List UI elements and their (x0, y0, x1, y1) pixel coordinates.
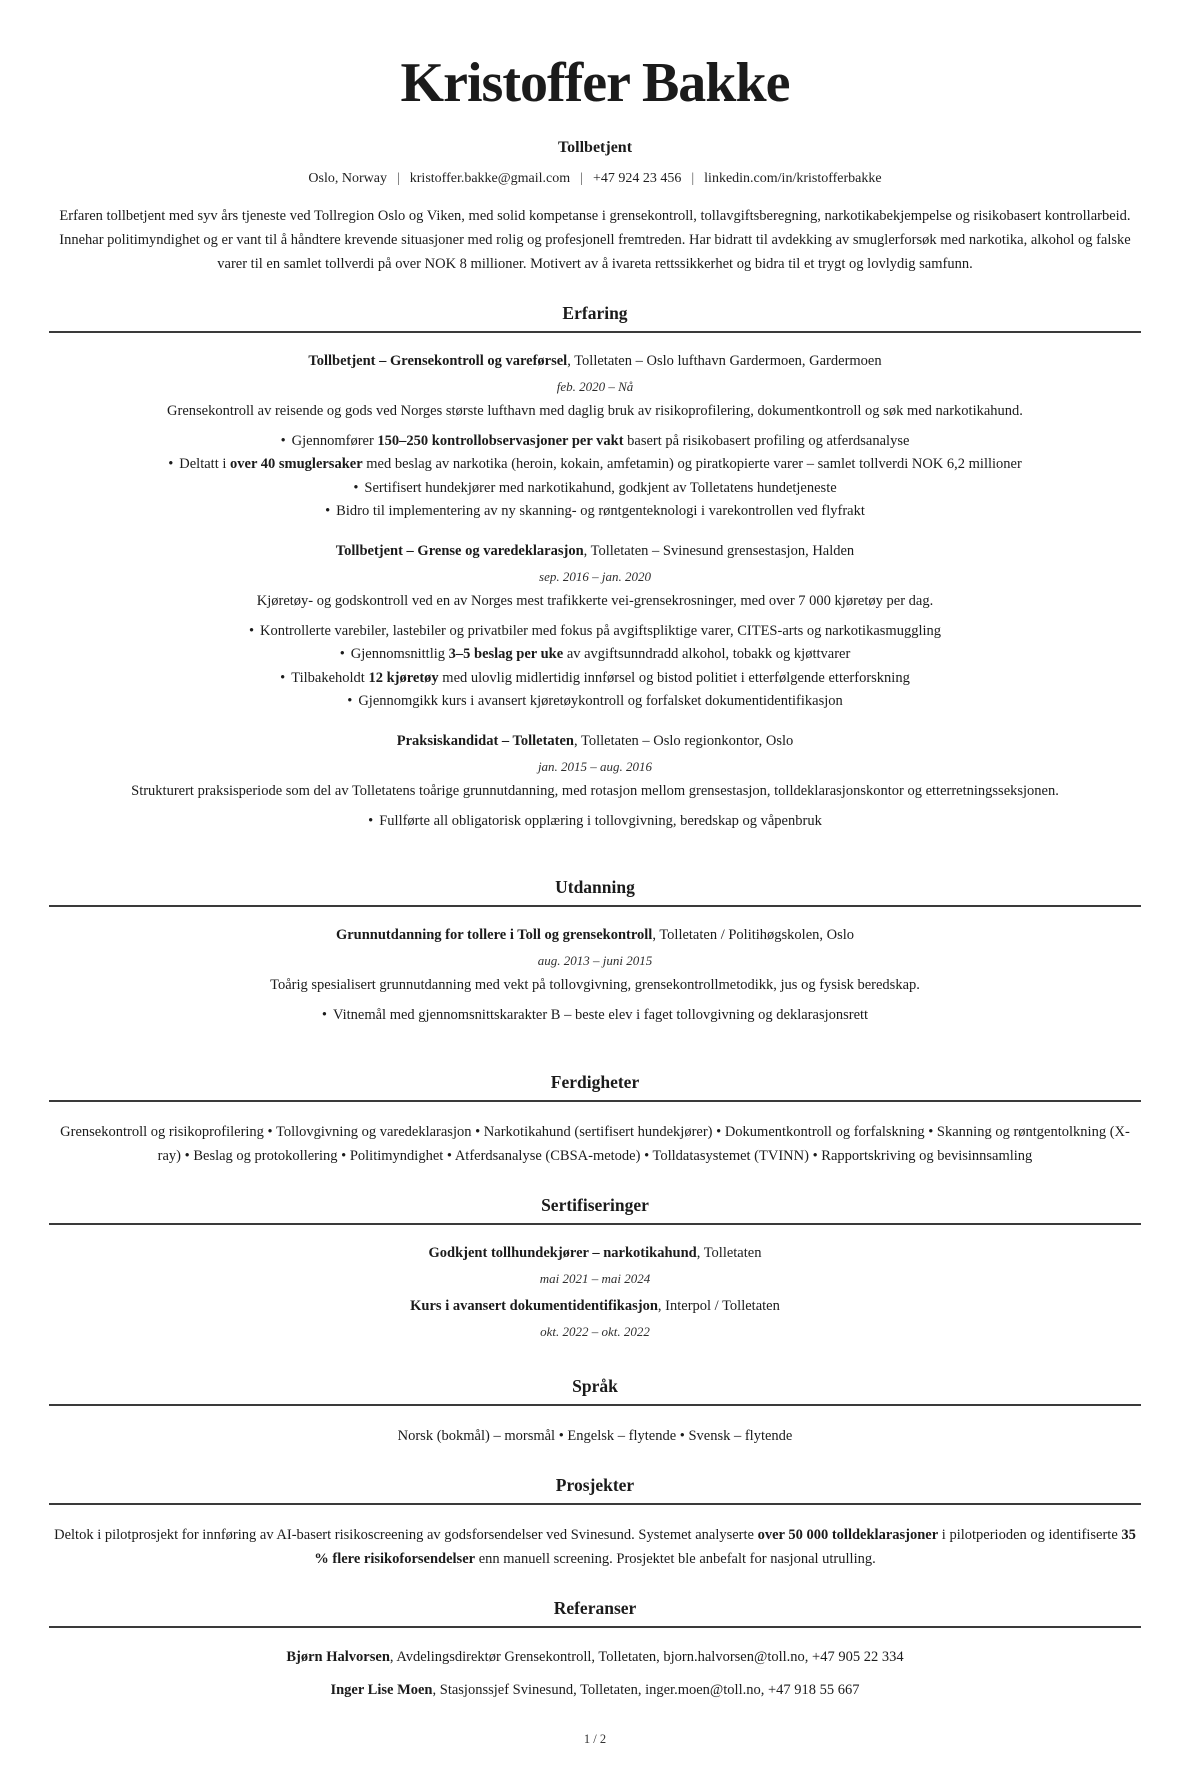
reference-details: , Stasjonssjef Svinesund, Tolletaten, inger.moen@toll.no, +47 918 55 667 (432, 1681, 860, 1698)
reference-details: , Avdelingsdirektør Grensekontroll, Tolletaten, bjorn.halvorsen@toll.no, +47 905 22 334 (389, 1648, 904, 1665)
section-divider (49, 1404, 1141, 1406)
certification-title-rest: , Tolletaten (696, 1244, 762, 1261)
certification-entry (49, 1296, 1141, 1340)
bullet-text-bold: 3–5 beslag per uke (448, 646, 564, 663)
bullet-text: Tilbakeholdt (291, 669, 369, 686)
project-text-bold: over 50 000 tolldeklarasjoner (757, 1526, 939, 1543)
section-title-education: Utdanning (555, 877, 635, 898)
job-description: Strukturert praksisperiode som del av Tolletatens toårige grunnutdanning, med rotasjon mellom grensestasjon, tolldeklarasjonskontor og etterretningsseksjonen. (131, 782, 1059, 799)
reference-name: Bjørn Halvorsen (286, 1648, 390, 1665)
section-title-references: Referanser (553, 1597, 637, 1618)
bullet-icon: • (321, 1007, 327, 1024)
bullet-icon: • (248, 622, 255, 639)
contact-line (49, 171, 1141, 187)
bullet-item (49, 1004, 1141, 1028)
certification-title-bold: Kurs i avansert dokumentidentifikasjon (410, 1297, 658, 1314)
bullet-item (49, 430, 1141, 454)
project-paragraph (49, 1523, 1141, 1571)
job-bullets (49, 620, 1141, 714)
project-text-bold: 35 % flere risikoforsendelser (314, 1526, 1136, 1567)
bullet-item (49, 477, 1141, 501)
bullet-item (49, 453, 1141, 477)
bullet-text: med ulovlig midlertidig innførsel og bistod politiet i etterfølgende etterforskning (438, 669, 910, 686)
project-text: i pilotperioden og identifiserte (938, 1526, 1122, 1543)
certification-title-bold: Godkjent tollhundekjører – narkotikahund (428, 1244, 697, 1261)
bullet-text-bold: over 40 smuglersaker (230, 456, 363, 473)
reference-entry (49, 1679, 1141, 1701)
summary-paragraph: Erfaren tollbetjent med syv års tjeneste ved Tollregion Oslo og Viken, med solid kompetanse i grensekontroll, tollavgiftsberegning, narkotikabekjempelse og risikobasert kontrollarbeid. Innehar politimyndighet og er vant til å håndtere krevende situasjoner med rolig og profesjonell fremtreden. Har bidratt til avdekking av smuglerforsøk med narkotika, alkohol og falske varer til en samlet tollverdi på over NOK 8 millioner. Motivert av å ivareta rettssikkerhet og bidra til et trygt og lovlydig samfunn. (59, 207, 1131, 272)
job-entry (49, 541, 1141, 714)
bullet-icon: • (280, 432, 286, 449)
job-title-bold: Tollbetjent – Grense og varedeklarasjon (335, 542, 584, 559)
bullet-text: Gjennomsnittlig (350, 646, 449, 663)
page-title: Kristoffer Bakke (400, 52, 790, 114)
bullet-icon: • (347, 693, 353, 710)
bullet-icon: • (339, 646, 345, 663)
certification-dates: mai 2021 – mai 2024 (539, 1270, 651, 1286)
reference-name: Inger Lise Moen (330, 1681, 433, 1698)
bullet-item (49, 690, 1141, 714)
section-divider (49, 1223, 1141, 1225)
section-title-languages: Språk (572, 1375, 618, 1396)
section-experience (49, 303, 1141, 851)
education-title-rest: , Tolletaten / Politihøgskolen, Oslo (652, 927, 855, 944)
bullet-text: av avgiftsunndradd alkohol, tobakk og kjøttvarer (563, 646, 851, 663)
certification-title (49, 1243, 1141, 1264)
education-title-bold: Grunnutdanning for tollere i Toll og grensekontroll (335, 927, 653, 944)
contact-email: kristoffer.bakke@gmail.com (409, 170, 571, 186)
bullet-text: Kontrollerte varebiler, lastebiler og privatbiler med fokus på avgiftspliktige varer, CITES-arts og narkotikasmuggling (260, 622, 942, 639)
job-bullets (49, 430, 1141, 524)
bullet-item (49, 500, 1141, 524)
section-projects (49, 1475, 1141, 1571)
education-dates: aug. 2013 – juni 2015 (537, 953, 653, 969)
bullet-icon: • (353, 479, 359, 496)
section-divider (49, 1626, 1141, 1628)
bullet-icon: • (325, 503, 331, 520)
bullet-text-bold: 150–250 kontrollobservasjoner per vakt (377, 432, 624, 449)
job-title-rest: , Tolletaten – Oslo lufthavn Gardermoen, Gardermoen (567, 352, 882, 369)
job-dates: jan. 2015 – aug. 2016 (537, 758, 653, 774)
pipe-separator: | (580, 170, 583, 186)
job-bullets (49, 810, 1141, 834)
bullet-text: Fullførte all obligatorisk opplæring i tollovgivning, beredskap og våpenbruk (379, 812, 822, 829)
section-divider (49, 1100, 1141, 1102)
bullet-icon: • (168, 456, 174, 473)
bullet-text: Gjennomfører (291, 432, 378, 449)
section-title-projects: Prosjekter (555, 1474, 635, 1495)
section-title-certifications: Sertifiseringer (541, 1194, 649, 1215)
certification-entry (49, 1243, 1141, 1287)
certification-title (49, 1296, 1141, 1317)
section-certifications (49, 1195, 1141, 1349)
pipe-separator: | (691, 170, 695, 186)
job-entry (49, 351, 1141, 524)
skills-list: Grensekontroll og risikoprofilering • Tollovgivning og varedeklarasjon • Narkotikahund (sertifisert hundekjører) • Dokumentkontroll og forfalskning • Skanning og røntgentolkning (X-ray) • Beslag og protokollering • Politimyndighet • Atferdsanalyse (CBSA-metode) • Tolldatasystemet (TVINN) • Rapportskriving og bevisinnsamling (60, 1123, 1130, 1164)
section-divider (49, 1503, 1141, 1505)
section-skills (49, 1072, 1141, 1168)
section-title-skills: Ferdigheter (550, 1071, 640, 1092)
bullet-item (49, 810, 1141, 834)
job-title-rest: , Tolletaten – Oslo regionkontor, Oslo (574, 732, 794, 749)
job-title-bold: Tollbetjent – Grensekontroll og vareførsel (308, 352, 568, 369)
job-dates: feb. 2020 – Nå (556, 378, 634, 394)
bullet-text: Bidro til implementering av ny skanning- og røntgenteknologi i varekontrollen ved flyfrakt (336, 503, 865, 520)
bullet-text: basert på risikobasert profiling og atferdsanalyse (623, 432, 910, 449)
section-title-experience: Erfaring (562, 302, 628, 323)
bullet-text: med beslag av narkotika (heroin, kokain, amfetamin) og piratkopierte varer – samlet tollverdi NOK 6,2 millioner (362, 456, 1022, 473)
certification-title-rest: , Interpol / Tolletaten (657, 1297, 780, 1314)
project-text: Deltok i pilotprosjekt for innføring av AI-basert risikoscreening av godsforsendelser ved Svinesund. Systemet analyserte (54, 1526, 758, 1543)
job-title-bold: Praksiskandidat – Tolletaten (396, 732, 574, 749)
section-divider (49, 905, 1141, 907)
bullet-item (49, 643, 1141, 667)
job-dates: sep. 2016 – jan. 2020 (539, 568, 651, 584)
education-description: Toårig spesialisert grunnutdanning med vekt på tollovgivning, grensekontrollmetodikk, jus og fysisk beredskap. (270, 977, 920, 994)
job-title (49, 731, 1141, 752)
role-subtitle: Tollbetjent (557, 138, 633, 156)
page-number: 1 / 2 (583, 1731, 607, 1746)
bullet-icon: • (280, 669, 286, 686)
reference-entry (49, 1646, 1141, 1668)
section-education (49, 877, 1141, 1045)
bullet-item (49, 667, 1141, 691)
education-entry (49, 925, 1141, 1028)
contact-location: Oslo, Norway (308, 170, 387, 186)
bullet-text: Gjennomgikk kurs i avansert kjøretøykontroll og forfalsket dokumentidentifikasjon (358, 693, 843, 710)
section-references (49, 1598, 1141, 1712)
section-languages (49, 1376, 1141, 1448)
job-title (49, 541, 1141, 562)
languages-list: Norsk (bokmål) – morsmål • Engelsk – flytende • Svensk – flytende (397, 1427, 793, 1444)
certification-dates: okt. 2022 – okt. 2022 (540, 1323, 650, 1339)
bullet-icon: • (368, 812, 374, 829)
contact-linkedin: linkedin.com/in/kristofferbakke (704, 170, 882, 186)
education-bullets (49, 1004, 1141, 1028)
contact-phone: +47 924 23 456 (592, 170, 682, 186)
job-title (49, 351, 1141, 372)
job-description: Grensekontroll av reisende og gods ved Norges største lufthavn med daglig bruk av risikoprofilering, dokumentkontroll og søk med narkotikahund. (167, 402, 1023, 419)
pipe-separator: | (396, 170, 400, 186)
project-text: enn manuell screening. Prosjektet ble anbefalt for nasjonal utrulling. (475, 1550, 876, 1567)
job-title-rest: , Tolletaten – Svinesund grensestasjon, Halden (583, 542, 855, 559)
section-divider (49, 331, 1141, 333)
bullet-item (49, 620, 1141, 644)
bullet-text-bold: 12 kjøretøy (368, 669, 439, 686)
bullet-text: Sertifisert hundekjører med narkotikahund, godkjent av Tolletatens hundetjeneste (364, 479, 837, 496)
job-entry (49, 731, 1141, 834)
job-description: Kjøretøy- og godskontroll ved en av Norges mest trafikkerte vei-grensekrosninger, med over 7 000 kjøretøy per dag. (256, 592, 934, 609)
bullet-text: Vitnemål med gjennomsnittskarakter B – beste elev i faget tollovgivning og deklarasjonsrett (332, 1007, 869, 1024)
bullet-text: Deltatt i (179, 456, 231, 473)
education-title (49, 925, 1141, 946)
